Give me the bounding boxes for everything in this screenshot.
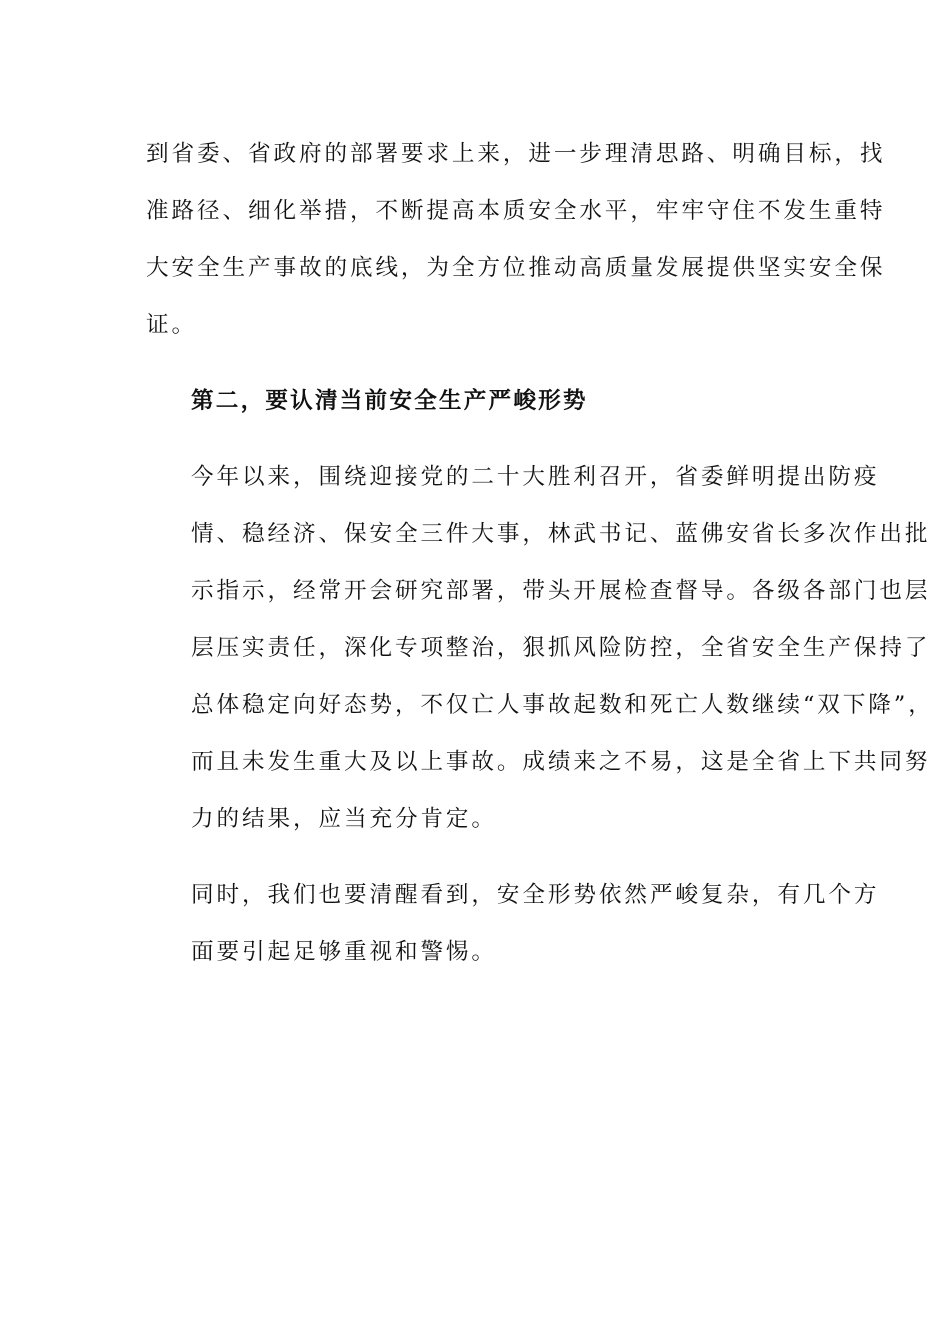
paragraph-3 bbox=[146, 867, 880, 981]
text-line: 今年以来，围绕迎接党的二十大胜利召开，省委鲜明提出防疫 bbox=[191, 464, 880, 490]
text-line: 证。 bbox=[146, 312, 197, 338]
text-line: 力的结果，应当充分肯定。 bbox=[191, 806, 497, 832]
paragraph-1 bbox=[146, 126, 886, 354]
text-line: 大安全生产事故的底线，为全方位推动高质量发展提供坚实安全保 bbox=[146, 255, 886, 281]
document-body bbox=[146, 126, 934, 981]
text-line: 情、稳经济、保安全三件大事，林武书记、蓝佛安省长多次作出批 bbox=[191, 521, 931, 547]
heading-text: 第二，要认清当前安全生产严峻形势 bbox=[191, 388, 588, 414]
text-line: 而且未发生重大及以上事故。成绩来之不易，这是全省上下共同努 bbox=[191, 749, 931, 775]
text-line: 总体稳定向好态势，不仅亡人事故起数和死亡人数继续“双下降”， bbox=[191, 692, 934, 718]
text-line: 面要引起足够重视和警惕。 bbox=[191, 939, 497, 965]
text-line: 示指示，经常开会研究部署，带头开展检查督导。各级各部门也层 bbox=[191, 578, 931, 604]
text-line: 层压实责任，深化专项整治，狠抓风险防控，全省安全生产保持了 bbox=[191, 635, 931, 661]
text-line: 到省委、省政府的部署要求上来，进一步理清思路、明确目标，找 bbox=[146, 141, 886, 167]
section-heading bbox=[146, 373, 806, 430]
text-line: 同时，我们也要清醒看到，安全形势依然严峻复杂，有几个方 bbox=[191, 882, 880, 908]
paragraph-2 bbox=[146, 449, 934, 848]
text-line: 准路径、细化举措，不断提高本质安全水平，牢牢守住不发生重特 bbox=[146, 198, 886, 224]
